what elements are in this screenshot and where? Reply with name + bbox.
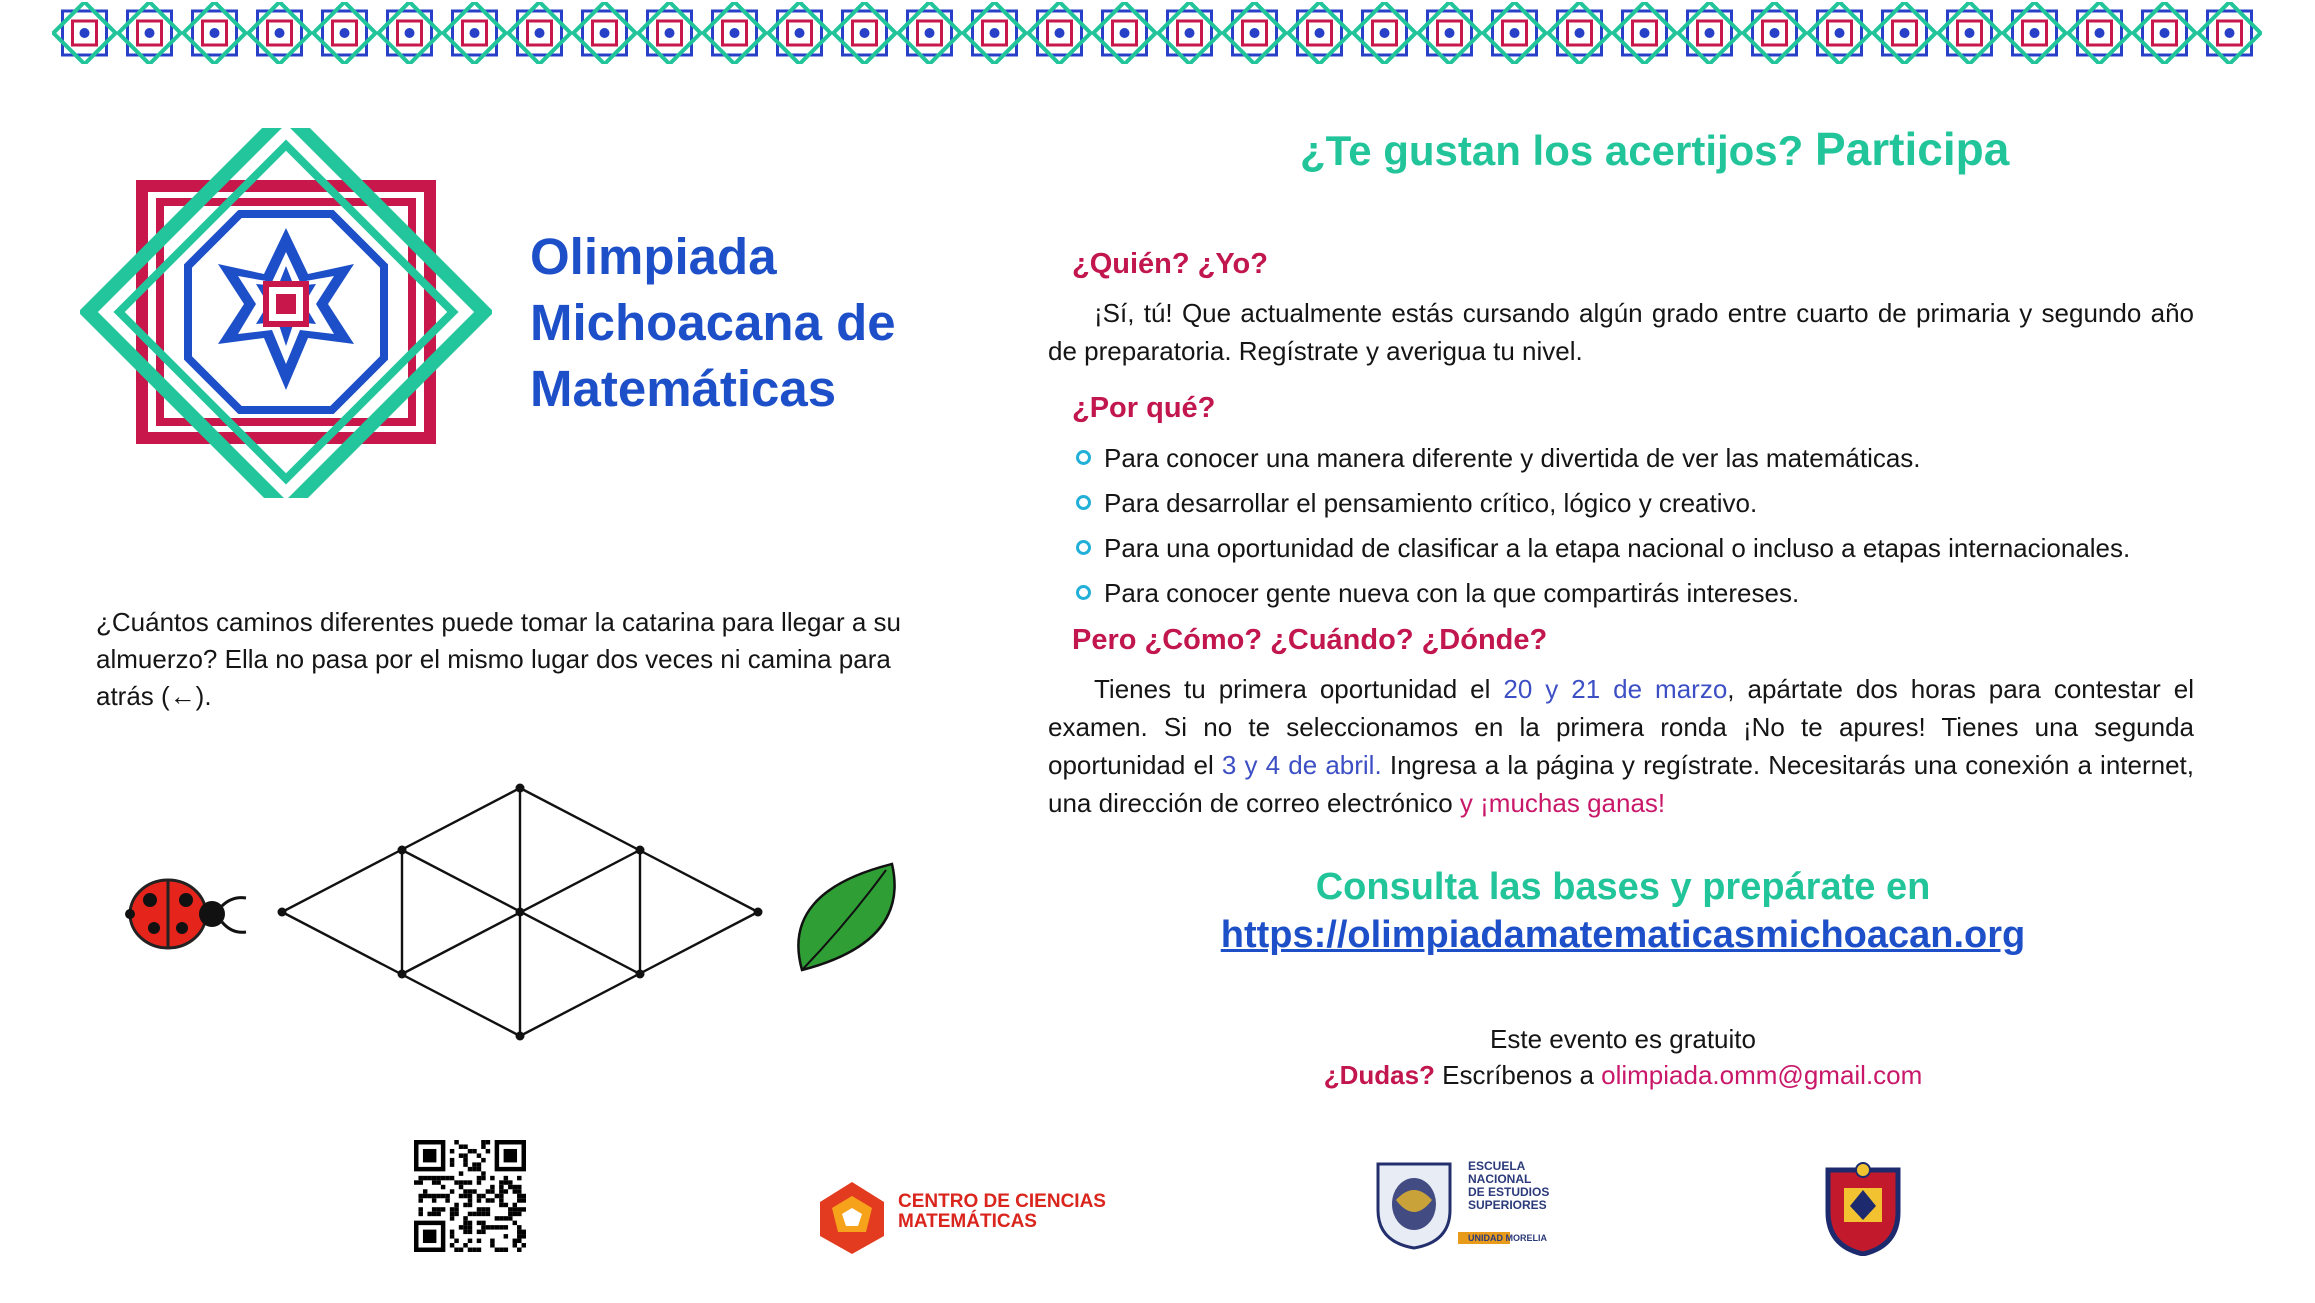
qr-code-icon [414,1140,526,1252]
border-tile-icon [703,2,765,64]
list-item [1076,436,2196,481]
why-list [1076,436,2196,616]
doubts-label: ¿Dudas? [1323,1060,1435,1090]
border-tile-icon [1678,2,1740,64]
border-tile-icon [2133,2,2195,64]
border-tile-icon [508,2,570,64]
leaf-icon [798,864,894,970]
event-title [530,224,1000,424]
who-text-body: ¡Sí, tú! Que actualmente estás cursando algún grado entre cuarto de primaria y segundo año de preparatoria. Regístrate y averigua tu nivel. [1048,298,2194,366]
border-tile-icon [1158,2,1220,64]
how-text [1048,670,2194,822]
border-tile-icon [1093,2,1155,64]
border-tile-icon [833,2,895,64]
doubts-text: Escríbenos a [1442,1060,1594,1090]
border-tile-icon [963,2,1025,64]
border-tile-icon [1938,2,2000,64]
border-tile-icon [378,2,440,64]
bullet-icon [1076,450,1091,465]
how-t4: y ¡muchas ganas! [1459,788,1666,818]
how-t1: Tienes tu primera oportunidad el [1094,674,1491,704]
border-tile-icon [183,2,245,64]
bullet-icon [1076,540,1091,555]
border-tile-icon [1483,2,1545,64]
border-tile-icon [1353,2,1415,64]
enes-line: UNIDAD MORELIA [1468,1233,1547,1243]
list-item [1076,526,2196,571]
border-tile-icon [573,2,635,64]
headline-participa: Participa [1815,123,2010,175]
enes-line: SUPERIORES [1468,1198,1547,1212]
border-tile-icon [1613,2,1675,64]
border-tile-icon [2068,2,2130,64]
border-tile-icon [443,2,505,64]
star-logo-icon [80,128,492,498]
list-item-text: Para una oportunidad de clasificar a la etapa nacional o incluso a etapas internacionales. [1104,533,2131,563]
ccm-name [898,1192,1106,1232]
list-item [1076,571,2196,616]
border-tile-icon [638,2,700,64]
title-line-1: Olimpiada [530,228,777,285]
who-text [1048,294,2194,370]
date-second: 3 y 4 de abril. [1221,750,1382,780]
border-tile-icon [53,2,115,64]
ccm-line-1: CENTRO DE CIENCIAS [898,1191,1106,1212]
enes-name [1468,1160,1549,1245]
border-tile-icon [1548,2,1610,64]
umsnh-shield-icon [1818,1160,1908,1256]
how-heading: Pero ¿Cómo? ¿Cuándo? ¿Dónde? [1072,624,1548,656]
title-line-3: Matemáticas [530,360,837,417]
date-first: 20 y 21 de marzo [1503,674,1728,704]
free-event-text: Este evento es gratuito [1490,1024,1756,1054]
border-tile-icon [768,2,830,64]
why-heading: ¿Por qué? [1072,392,1216,424]
decorative-border [52,2,2262,64]
consulta-text: Consulta las bases y prepárate en [1315,866,1931,908]
puzzle-question: ¿Cuántos caminos diferentes puede tomar la catarina para llegar a su almuerzo? Ella no pasa por el mismo lugar dos veces ni camina para atrás (←). [96,607,901,711]
headline-question: ¿Te gustan los acertijos? [1300,127,1804,174]
border-tile-icon [313,2,375,64]
enes-line: ESCUELA [1468,1159,1526,1173]
border-tile-icon [2003,2,2065,64]
border-tile-icon [1808,2,1870,64]
border-tile-icon [1028,2,1090,64]
email-link[interactable]: olimpiada.omm@gmail.com [1601,1060,1923,1090]
who-heading: ¿Quién? ¿Yo? [1072,248,1268,280]
ladybug-icon [125,880,246,948]
how-t3: Ingresa a la página y regístrate. Necesitarás una conexión a internet, una dirección de correo electrónico [1048,750,2194,818]
border-tile-icon [1288,2,1350,64]
border-tile-icon [1418,2,1480,64]
border-tile-icon [898,2,960,64]
border-tile-icon [1223,2,1285,64]
border-tile-icon [1743,2,1805,64]
list-item [1076,481,2196,526]
ccm-line-2: MATEMÁTICAS [898,1211,1037,1232]
headline [1300,122,2260,176]
how-t2: , apártate dos horas para contestar el examen. Si no te seleccionamos en la primera ronda ¡No te apures! Tienes una segunda oportunidad el [1048,674,2194,780]
title-line-2: Michoacana de [530,294,896,351]
website-link[interactable]: https://olimpiadamatematicasmichoacan.org [1220,914,2026,956]
puzzle-graph [120,772,910,1042]
enes-line: DE ESTUDIOS [1468,1185,1550,1199]
bullet-icon [1076,585,1091,600]
border-tile-icon [118,2,180,64]
list-item-text: Para desarrollar el pensamiento crítico, lógico y creativo. [1104,488,1758,518]
bullet-icon [1076,495,1091,510]
border-tile-icon [2198,2,2260,64]
enes-line: NACIONAL [1468,1172,1532,1186]
border-tile-icon [1873,2,1935,64]
border-tile-icon [248,2,310,64]
doubts-line [1048,1060,2198,1091]
list-item-text: Para conocer una manera diferente y divertida de ver las matemáticas. [1104,443,1921,473]
list-item-text: Para conocer gente nueva con la que compartirás intereses. [1104,578,1800,608]
